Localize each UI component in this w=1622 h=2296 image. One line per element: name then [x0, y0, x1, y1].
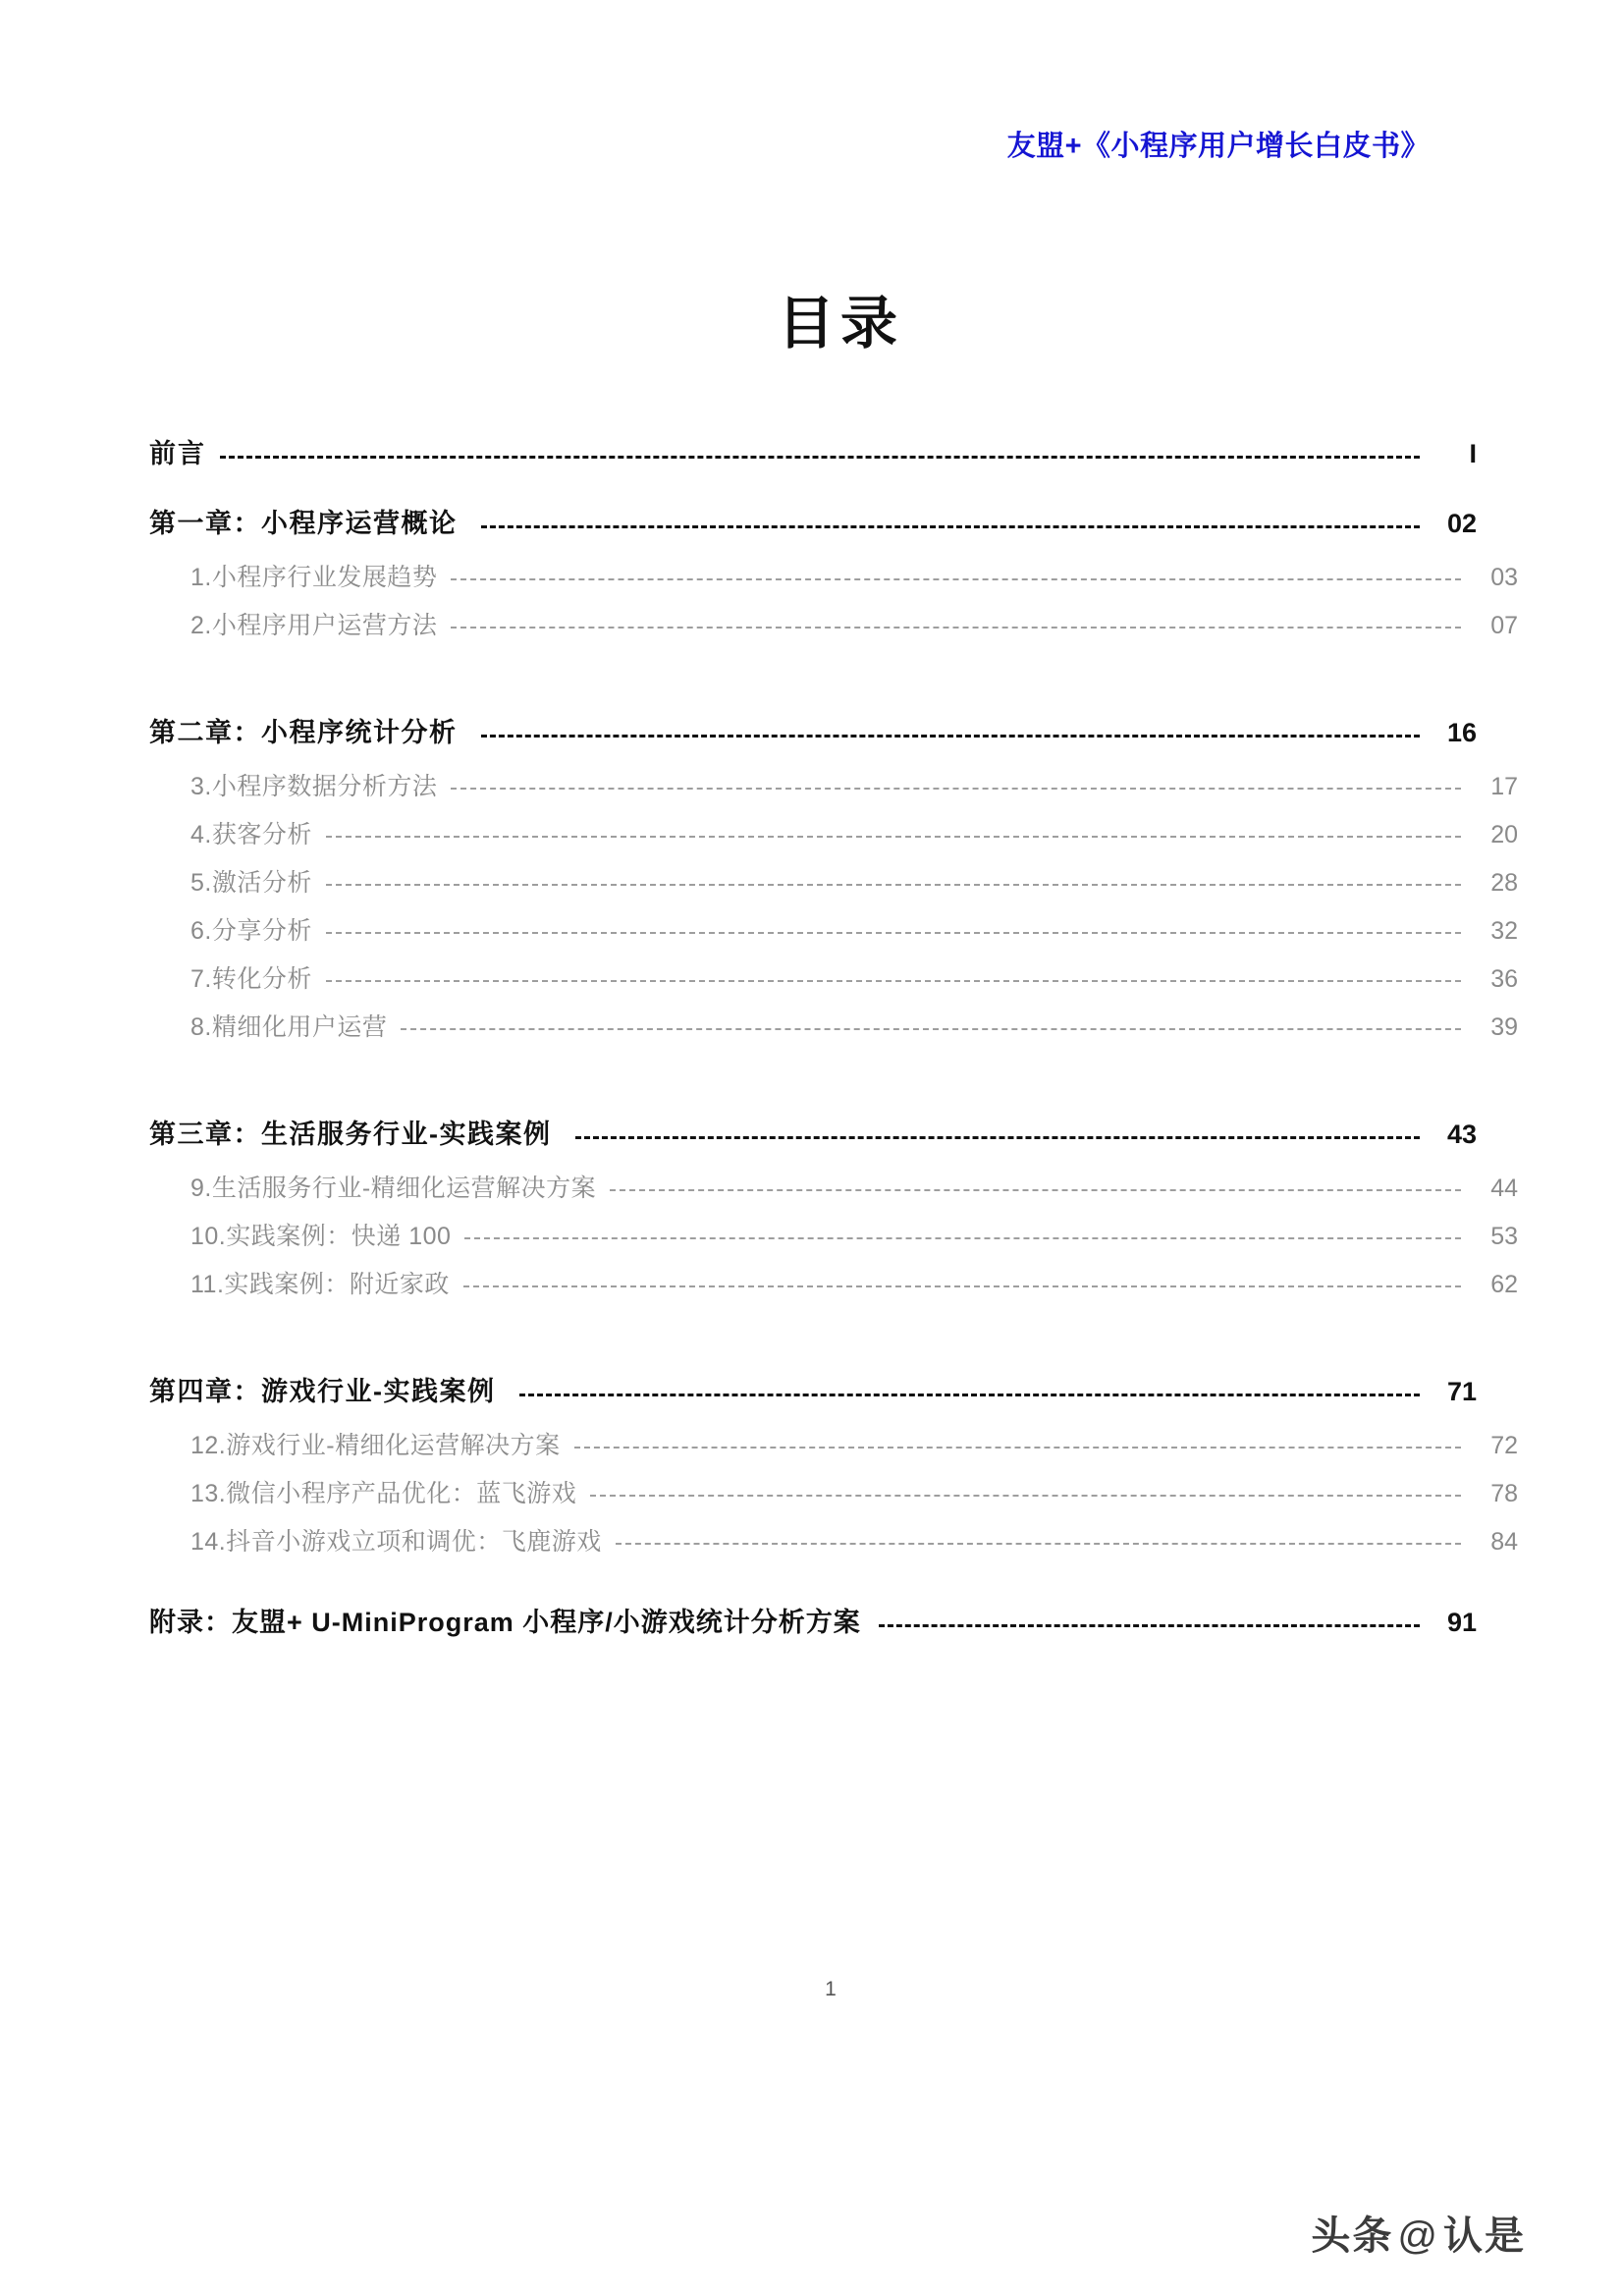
toc-entry-page: 20 [1490, 821, 1518, 848]
toc-entry-label: 14.抖音小游戏立项和调优：飞鹿游戏 [190, 1528, 602, 1556]
leader-dots [463, 1285, 1461, 1286]
toc-entry-label: 第四章：游戏行业-实践案例 [149, 1377, 496, 1406]
toc-entry-label: 12.游戏行业-精细化运营解决方案 [190, 1432, 561, 1459]
toc-entry-label: 13.微信小程序产品优化：蓝飞游戏 [190, 1480, 577, 1507]
toc-entry-label: 6.分享分析 [190, 917, 312, 945]
toc-entry-label: 1.小程序行业发展趋势 [190, 564, 438, 591]
toc-entry-page: 72 [1490, 1432, 1518, 1459]
toc-entry-item-3[interactable] [149, 767, 1518, 802]
leader-dots [401, 1028, 1461, 1029]
toc-entry-chapter-2[interactable] [149, 711, 1477, 749]
toc-entry-page: 71 [1446, 1377, 1477, 1406]
leader-dots [575, 1136, 1421, 1137]
toc-entry-page: 36 [1490, 965, 1518, 993]
toc-entry-label: 8.精细化用户运营 [190, 1013, 388, 1041]
leader-dots [326, 836, 1461, 837]
section-spacer [149, 1056, 1477, 1083]
toc-entry-page: 03 [1490, 564, 1518, 591]
leader-dots [220, 456, 1420, 457]
toc-entry-label: 第三章：生活服务行业-实践案例 [149, 1120, 552, 1149]
toc-entry-appendix[interactable] [149, 1601, 1477, 1639]
toc-entry-item-12[interactable] [149, 1426, 1518, 1461]
toc-entry-page: 62 [1490, 1271, 1518, 1298]
toc-entry-label: 4.获客分析 [190, 821, 312, 848]
toc-entry-label: 7.转化分析 [190, 965, 312, 993]
toc-entry-item-8[interactable] [149, 1008, 1518, 1043]
toc-entry-label: 第一章：小程序运营概论 [149, 509, 458, 538]
leader-dots [879, 1624, 1420, 1625]
toc-entry-page: 43 [1446, 1120, 1477, 1149]
watermark-at-symbol: @ [1397, 2214, 1439, 2258]
watermark-account: 认是 [1443, 2214, 1526, 2258]
toc-entry-item-1[interactable] [149, 558, 1518, 593]
leader-dots [481, 525, 1421, 526]
toc-entry-item-5[interactable] [149, 863, 1518, 899]
toc-entry-label: 2.小程序用户运营方法 [190, 612, 438, 639]
leader-dots [326, 980, 1461, 981]
toc-entry-page: 39 [1490, 1013, 1518, 1041]
toc-entry-item-7[interactable] [149, 959, 1518, 995]
leader-dots [616, 1543, 1461, 1544]
watermark [1311, 2205, 1526, 2261]
toc-entry-label: 10.实践案例：快递 100 [190, 1223, 452, 1250]
toc-entry-label: 11.实践案例：附近家政 [190, 1271, 450, 1298]
watermark-source: 头条 [1311, 2214, 1394, 2258]
section-spacer [149, 1313, 1477, 1340]
toc-entry-chapter-1[interactable] [149, 502, 1477, 540]
table-of-contents [149, 432, 1518, 1639]
toc-entry-label: 9.生活服务行业-精细化运营解决方案 [190, 1175, 597, 1202]
toc-entry-page: 32 [1490, 917, 1518, 945]
toc-entry-page: 91 [1446, 1608, 1477, 1637]
toc-entry-page: 53 [1490, 1223, 1518, 1250]
leader-dots [590, 1495, 1461, 1496]
toc-entry-page: 44 [1490, 1175, 1518, 1202]
document-header-title: 友盟+《小程序用户增长白皮书》 [1006, 131, 1430, 162]
toc-entry-chapter-3[interactable] [149, 1113, 1477, 1151]
toc-entry-page: I [1469, 439, 1477, 468]
section-spacer [149, 654, 1477, 682]
leader-dots [326, 884, 1461, 885]
toc-entry-page: 02 [1446, 509, 1477, 538]
toc-entry-item-2[interactable] [149, 606, 1518, 641]
toc-entry-item-4[interactable] [149, 815, 1518, 850]
toc-entry-chapter-4[interactable] [149, 1370, 1477, 1408]
footer-page-number: 1 [825, 1978, 837, 2000]
toc-entry-label: 前言 [149, 439, 206, 468]
leader-dots [451, 788, 1461, 789]
toc-entry-item-11[interactable] [149, 1265, 1518, 1300]
toc-entry-page: 84 [1490, 1528, 1518, 1556]
leader-dots [451, 627, 1461, 628]
toc-entry-label: 第二章：小程序统计分析 [149, 718, 458, 747]
leader-dots [326, 932, 1461, 933]
toc-entry-preface[interactable] [149, 432, 1477, 470]
leader-dots [574, 1447, 1461, 1448]
leader-dots [610, 1189, 1461, 1190]
toc-entry-label: 3.小程序数据分析方法 [190, 773, 438, 800]
toc-entry-item-9[interactable] [149, 1169, 1518, 1204]
toc-entry-page: 17 [1490, 773, 1518, 800]
leader-dots [464, 1237, 1461, 1238]
leader-dots [451, 578, 1461, 579]
page-title: 目录 [777, 292, 903, 355]
leader-dots [481, 735, 1421, 736]
toc-entry-page: 07 [1490, 612, 1518, 639]
toc-entry-page: 28 [1490, 869, 1518, 897]
toc-entry-label: 附录：友盟+ U-MiniProgram 小程序/小游戏统计分析方案 [149, 1608, 861, 1637]
toc-entry-page: 78 [1490, 1480, 1518, 1507]
toc-entry-item-14[interactable] [149, 1522, 1518, 1558]
toc-entry-page: 16 [1446, 718, 1477, 747]
toc-entry-item-10[interactable] [149, 1217, 1518, 1252]
toc-entry-item-13[interactable] [149, 1474, 1518, 1509]
toc-entry-item-6[interactable] [149, 911, 1518, 947]
toc-entry-label: 5.激活分析 [190, 869, 312, 897]
